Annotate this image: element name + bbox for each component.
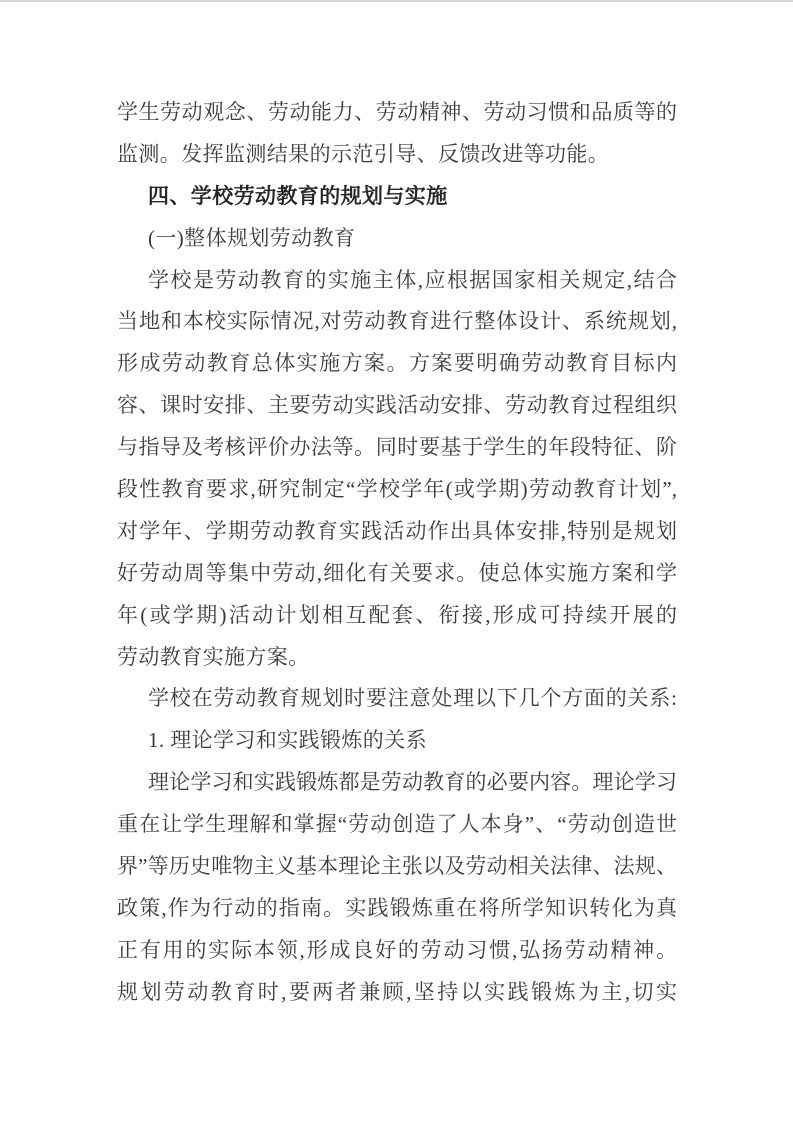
text-line: 理论学习和实践锻炼都是劳动教育的必要内容。理论学习 (148, 770, 677, 795)
text-line: 对学年、学期劳动教育实践活动作出具体安排,特别是规划 (117, 518, 677, 543)
text-line: 规划劳动教育时,要两者兼顾,坚持以实践锻炼为主,切实 (117, 979, 677, 1004)
text-line: 容、课时安排、主要劳动实践活动安排、劳动教育过程组织 (117, 393, 677, 418)
text-line: 劳动教育实施方案。 (117, 644, 310, 669)
text-line: 当地和本校实际情况,对劳动教育进行整体设计、系统规划, (117, 309, 677, 334)
text-line: 学校是劳动教育的实施主体,应根据国家相关规定,结合 (148, 267, 677, 292)
text-line: 政策,作为行动的指南。实践锻炼重在将所学知识转化为真 (117, 895, 677, 920)
text-line: 学校在劳动教育规划时要注意处理以下几个方面的关系: (148, 686, 677, 711)
numbered-heading: 1. 理论学习和实践锻炼的关系 (148, 728, 427, 753)
text-line: 重在让学生理解和掌握“劳动创造了人本身”、“劳动创造世 (117, 812, 677, 837)
subsection-heading: (一)整体规划劳动教育 (148, 225, 356, 250)
text-line: 年(或学期)活动计划相互配套、衔接,形成可持续开展的 (117, 602, 677, 627)
text-line: 形成劳动教育总体实施方案。方案要明确劳动教育目标内 (117, 351, 677, 376)
text-line: 好劳动周等集中劳动,细化有关要求。使总体实施方案和学 (117, 560, 677, 585)
text-line: 界”等历史唯物主义基本理论主张以及劳动相关法律、法规、 (117, 854, 677, 879)
text-line: 学生劳动观念、劳动能力、劳动精神、劳动习惯和品质等的 (117, 100, 677, 124)
text-line: 监测。发挥监测结果的示范引导、反馈改进等功能。 (117, 141, 610, 166)
section-heading: 四、学校劳动教育的规划与实施 (148, 183, 448, 208)
text-line: 与指导及考核评价办法等。同时要基于学生的年段特征、阶 (117, 435, 677, 460)
text-line: 正有用的实际本领,形成良好的劳动习惯,弘扬劳动精神。 (117, 937, 677, 962)
document-text-block (117, 92, 677, 1014)
page-top-edge (0, 0, 793, 2)
text-line: 段性教育要求,研究制定“学校学年(或学期)劳动教育计划”, (117, 477, 677, 502)
